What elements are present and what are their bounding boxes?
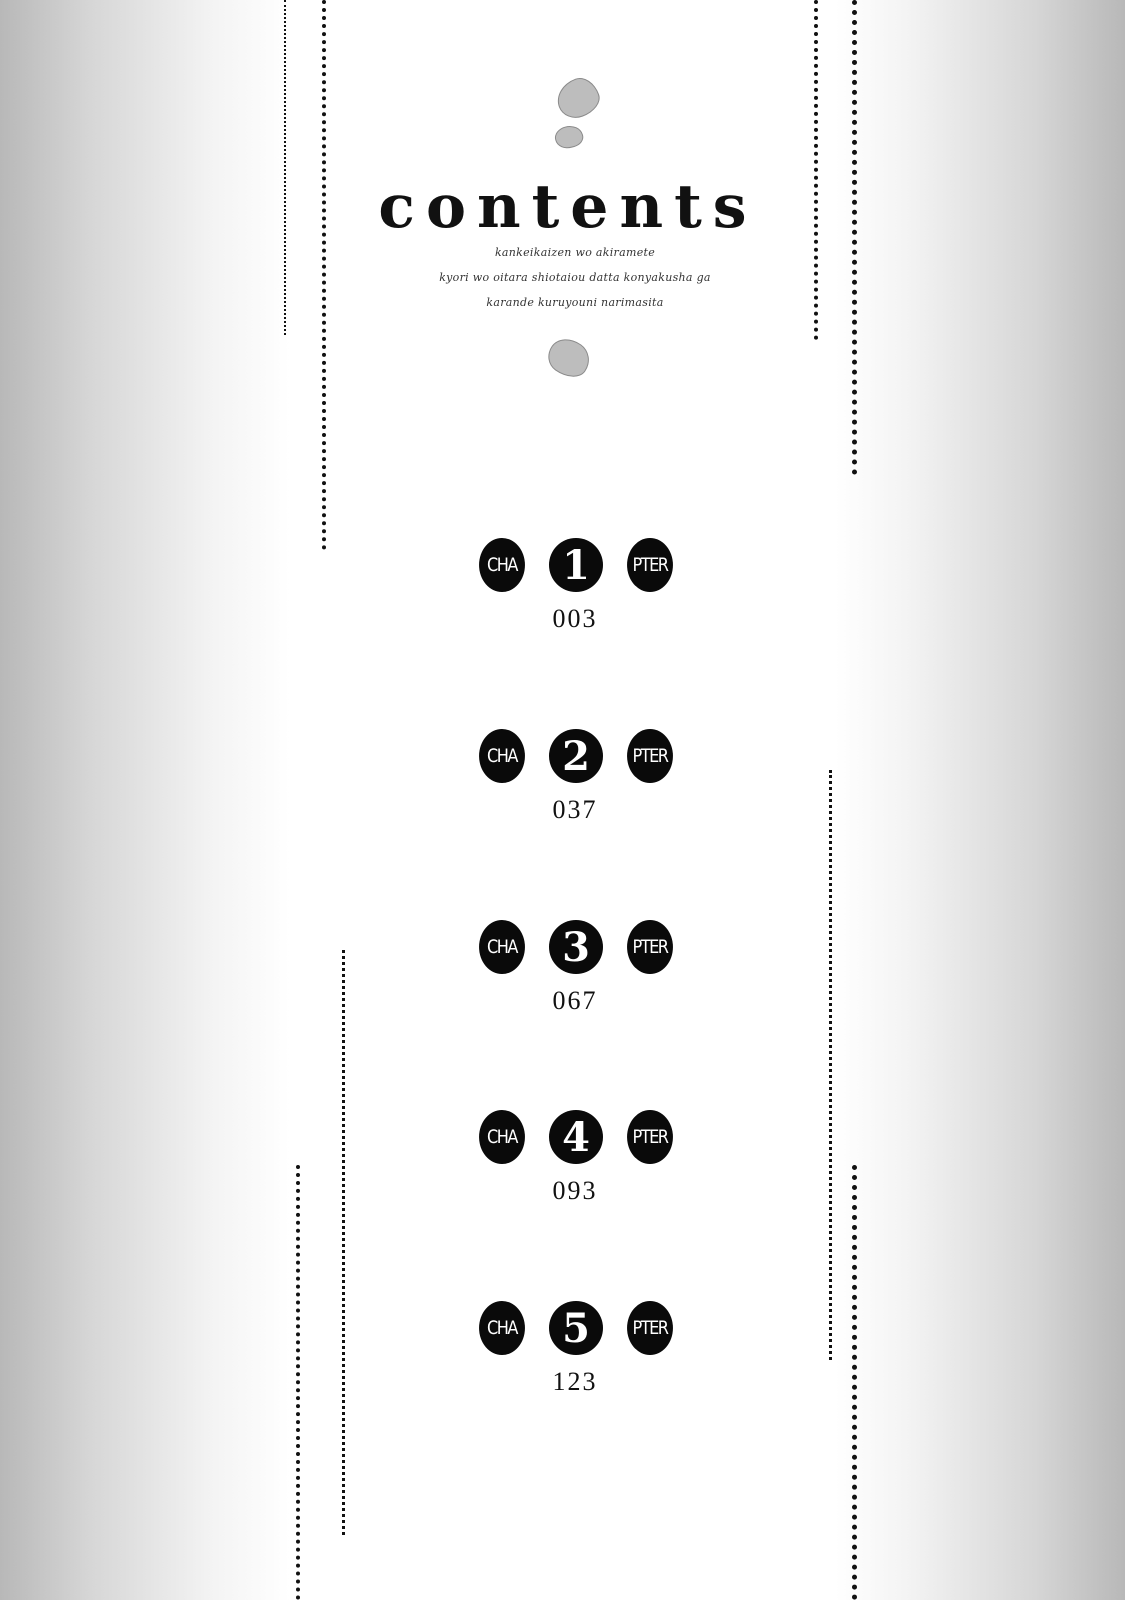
chapter-page-number: 003 — [552, 604, 598, 633]
chapter-number-badge: 1 — [549, 538, 603, 592]
petal-icon — [552, 73, 604, 123]
chapter-entry-3[interactable] — [0, 920, 1125, 1020]
chapter-number-badge: 2 — [549, 729, 603, 783]
chapter-prefix-badge: CHA — [479, 1301, 525, 1355]
dotted-line-decoration — [829, 770, 832, 1360]
chapter-entry-5[interactable] — [0, 1301, 1125, 1401]
dotted-line-decoration — [284, 0, 286, 335]
dotted-line-decoration — [342, 950, 345, 1535]
page-title: contents — [378, 172, 758, 242]
chapter-suffix-badge: PTER — [627, 1110, 673, 1164]
chapter-suffix-badge: PTER — [627, 920, 673, 974]
chapter-page-number: 093 — [552, 1176, 598, 1205]
subtitle-line: kyori wo oitara shiotaiou datta konyakusha ga — [439, 271, 711, 284]
chapter-prefix-badge: CHA — [479, 729, 525, 783]
chapter-entry-2[interactable] — [0, 729, 1125, 829]
petal-icon — [541, 331, 596, 385]
chapter-entry-4[interactable] — [0, 1110, 1125, 1210]
chapter-page-number: 067 — [552, 986, 598, 1015]
subtitle-line: karande kuruyouni narimasita — [486, 296, 664, 309]
subtitle-line: kankeikaizen wo akiramete — [494, 246, 656, 259]
chapter-number-badge: 3 — [549, 920, 603, 974]
chapter-suffix-badge: PTER — [627, 538, 673, 592]
chapter-page-number: 123 — [552, 1367, 598, 1396]
chapter-number-badge: 4 — [549, 1110, 603, 1164]
chapter-prefix-badge: CHA — [479, 538, 525, 592]
petal-icon — [553, 123, 586, 151]
chapter-prefix-badge: CHA — [479, 920, 525, 974]
chapter-suffix-badge: PTER — [627, 1301, 673, 1355]
chapter-page-number: 037 — [552, 795, 598, 824]
chapter-prefix-badge: CHA — [479, 1110, 525, 1164]
chapter-number-badge: 5 — [549, 1301, 603, 1355]
chapter-entry-1[interactable] — [0, 538, 1125, 638]
dotted-line-decoration — [814, 0, 818, 340]
chapter-suffix-badge: PTER — [627, 729, 673, 783]
